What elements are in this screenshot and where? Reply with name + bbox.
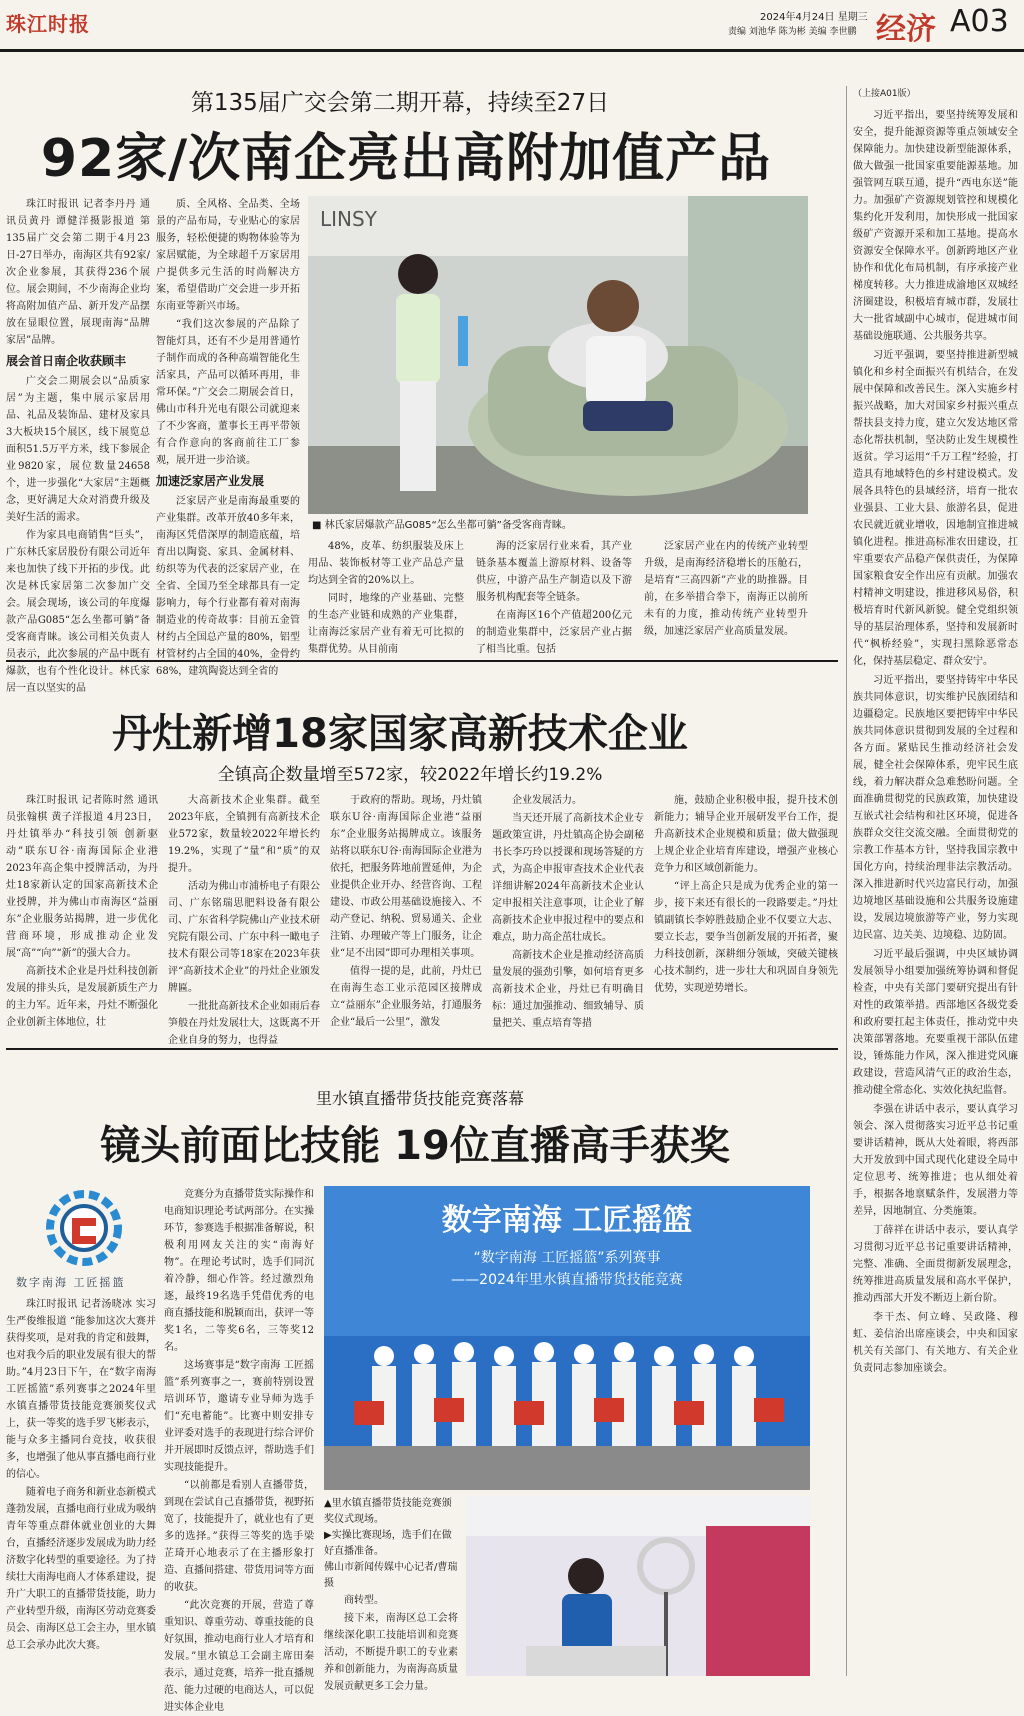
continued-article-column: [846, 86, 1018, 1676]
paragraph: “我们这次参展的产品除了智能灯具，还有不少是用普通竹子制作而成的各种高端智能化生活家具，产品可以循环再用，非常环保。”广交会二期展会首日，佛山市科升光电有限公司就迎来了不少客商，董事长王再平带领有合作意向的客商前往工厂参观，展开进一步洽谈。: [156, 319, 300, 466]
story3-headline: 镜头前面比技能 19位直播高手获奖: [100, 1123, 730, 1169]
paragraph: 高新技术企业是推动经济高质量发展的强劲引擎，如何培育更多高新技术企业，丹灶已有明确目标：通过加强推动、细致辅导、质量把关、重点培育等措: [492, 950, 644, 1029]
paragraph: 活动为佛山市浦桥电子有限公司、广东铭瑞思肥料设备有限公司、广东省科学院佛山产业技术研究院有限公司、广东中科一瞰电子技术有限公司等18家在2023年获评“高新技术企业”的丹灶企业颁发牌匾。: [168, 881, 320, 994]
story2-subhead: 全镇高企数量增至572家，较2022年增长约19.2%: [217, 765, 603, 785]
campaign-logo-text: 数字南海 工匠摇篮: [16, 1276, 126, 1289]
story1-column-4: [476, 538, 632, 655]
editors-line: 责编 刘池华 陈为彬 美编 李世鹏: [728, 27, 857, 37]
award-ceremony-illustration: [324, 1186, 810, 1490]
paragraph: 商转型。: [344, 1595, 384, 1606]
story3-column-2: [164, 1186, 314, 1713]
banner-title: 数字南海 工匠摇篮: [441, 1203, 693, 1238]
paragraph: 施，鼓励企业积极申报，提升技术创新能力；辅导企业开展研发平台工作，提升高新技术企业规模和质量；做大做强现上规企业企业培育库建设，增强产业核心竞争力和区域创新能力。: [654, 795, 838, 874]
story2-column-5: [654, 792, 838, 1032]
paragraph: 海的泛家居行业来看，其产业链条基本覆盖上游原材料、设备等供应，中游产品生产制造以及下游服务机构配套等全链条。: [476, 541, 632, 603]
paragraph: 珠江时报讯 记者李丹丹 通讯员黄丹 谭健洋摄影报道 第135届广交会第二期于4月23日-27日举办，南海区共有92家/次企业参展，其获得236个展位。展会期间，不少南海企业均将高附加值产品、新开发产品摆放在显眼位置，展现南海“品牌家居”品牌。: [6, 199, 150, 346]
story2-column-2: [168, 792, 320, 1046]
paragraph: 李干杰、何立峰、吴政隆、穆虹、姜信治出席座谈会，中央和国家机关有关部门、有关地方、有关企业负责同志参加座谈会。: [853, 1312, 1018, 1374]
caption-line: 佛山市新闻传媒中心记者/曹瑞 摄: [324, 1562, 458, 1589]
subheading: 展会首日南企收获顾丰: [6, 354, 127, 368]
jump-note: （上接A01版）: [853, 89, 916, 99]
paragraph: 习近平强调，要坚持推进新型城镇化和乡村全面振兴有机结合，在发展中保障和改善民生。深入实施乡村振兴战略，加大对国家乡村振兴重点帮扶县支持力度，建立欠发达地区常态化帮扶机制，坚决防止发生规模性返贫。学习运用“千万工程”经验，打造具有地域特色的乡村建设模式。发展各具特色的县域经济，培育一批农业强县、工业大县、旅游名县，促进农民就近就业增收，因地制宜推进城镇化进程。推进高标准农田建设，扛牢重要农产品稳产保供责任，为保障国家粮食安全作出应有贡献。加强农村精神文明建设，推进移风易俗，积极培育时代新风新貌。健全党组织领导的基层治理体系，坚持和发展新时代“枫桥经验”，实现扫黑除恶常态化，保持基层稳定、群众安宁。: [853, 350, 1018, 667]
story1-column-1: [6, 196, 150, 694]
paragraph: 同时，地缘的产业基础、完整的生态产业链和成熟的产业集群，让南海泛家居产业有着无可比拟的集群优势。从目前南: [308, 593, 464, 655]
paragraph: 于政府的帮助。现场，丹灶镇联东U谷·南海国际企业港“益丽东”企业服务站揭牌成立。该服务站将以联东U谷·南海国际企业港为依托，把服务阵地前置延伸，为企业提供企业开办、经营咨询、工程建设、市政公用基础设施接入、不动产登记、纳税、贸易通关、企业注销、办理破产等上门服务，让企业“足不出园”即可办理相关事项。: [330, 795, 482, 959]
story3-column-1: [6, 1296, 156, 1676]
paragraph: 企业发展活力。: [512, 795, 582, 806]
showroom-photo-illustration: [308, 196, 808, 514]
paragraph: 一批批高新技术企业如雨后春笋般在丹灶发展壮大，这既离不开企业自身的努力，也得益: [168, 1001, 320, 1046]
paragraph: 珠江时报讯 记者陈时然 通讯员张翰棋 黄子洋报道 4月23日，丹灶镇举办“科技引领 创新驱动”联东U谷·南海国际企业港2023年高企集中授牌活动，为丹灶18家新认定的国家高新技术企业授牌，并为佛山市南海区“益丽东”企业服务站揭牌，进一步优化营商环境，形成推动企业发展“高”“向”“新”的强大合力。: [6, 795, 158, 959]
paragraph: 李强在讲话中表示，要认真学习领会、深入贯彻落实习近平总书记重要讲话精神，既从大处着眼，将西部大开发放到中国式现代化建设全局中定位思考、统筹推进；也从细处着手，根据各地禀赋条件，发展潜力等差异，因地制宜、分类施策。: [853, 1104, 1018, 1217]
story2-column-3: [330, 792, 482, 1032]
paragraph: 广交会二期展会以“品质家居”为主题，集中展示家居用品、礼品及装饰品、建材及家具3大板块15个展区，线下展览总面积51.5万平方米，线下参展企业9820家，展位数量24658个，进一步强化“大家居”主题概念，更好满足大众对消费升级及美好生活的需求。: [6, 376, 150, 523]
paragraph: 习近平最后强调，中央区域协调发展领导小组要加强统筹协调和督促检查，中央有关部门要研究提出有针对性的政策举措。西部地区各级党委和政府要扛起主体责任，推动党中央决策部署落地。充要重视干部队伍建设，锤炼能力作风，深入推进党风廉政建设，营造风清气正的政治生态，推动健全常态化、实效化执纪监督。: [853, 949, 1018, 1096]
livestream-illustration: [466, 1496, 810, 1676]
paragraph: “以前都是看别人直播带货，到现在尝试自己直播带货，视野拓宽了，技能提升了，就业也有了更多的选择。”获得三等奖的选手梁芷琦开心地表示了在主播形象打造、直播间搭建、带货用词等方面的收获。: [164, 1480, 314, 1593]
story3-photo-caption: [324, 1496, 458, 1592]
paragraph: 随着电子商务和新业态新模式蓬勃发展，直播电商行业成为吸纳青年等重点群体就业创业的大舞台，直播经济逐步发展成为助力经济数字化转型的重要途径。为了持续壮大南海电商人才体系建设，提升广大职工的直播带货技能，助力产业转型升级，南海区劳动竞赛委员会、南海区总工会主办，里水镇总工会承办此次大赛。: [6, 1487, 156, 1651]
paragraph: 竞赛分为直播带货实际操作和电商知识理论考试两部分。在实操环节，参赛选手根据准备解说，积极利用网友关注的实“南海好物”。在理论考试时，选手们同沉着冷静，细心作答。经过激烈角逐，最终19名选手凭借优秀的电商直播技能和脱颖而出，获评一等奖1名，二等奖6名，三等奖12名。: [164, 1189, 314, 1353]
paragraph: 泛家居产业是南海最重要的产业集群。改革开放40多年来，南海区凭借深厚的制造底蕴，培育出以陶瓷、家具、金属材料、纺织等为代表的泛家居产业，在全省、全国乃至全球都具有一定影响力，每个行业都有着对南海制造业的传奇故事：目前五金管材约占全国总产量的80%，铝型材管材约占全国的40%，金骨约68%，建筑陶瓷达到全省的: [156, 496, 300, 677]
story1-headline: 92家/次南企亮出高附加值产品: [40, 129, 772, 189]
story2-column-1: [6, 792, 158, 1032]
story1-column-2: [156, 196, 300, 677]
subheading: 加速泛家居产业发展: [156, 474, 265, 488]
story1-photo-caption: ■ 林氏家居爆款产品G085“怎么坐都可躺”备受客商青睐。: [312, 520, 572, 531]
paper-name: 珠江时报: [6, 12, 90, 36]
paragraph: “评上高企只是成为优秀企业的第一步，接下来还有很长的一段路要走。”丹灶镇副镇长李婷胜鼓励企业不仅要立大志、要立长志，要争当创新发展的开拓者，聚力科技创新，深耕细分领域，突破关键核心技术制约，进一步壮大和巩固自身领先优势，实现逆势增长。: [654, 881, 838, 994]
story1-column-3: [308, 538, 464, 655]
gear-logo-icon: [32, 1186, 136, 1270]
paragraph: 高新技术企业是丹灶科技创新发展的排头兵，是发展新质生产力的主力军。近年来，丹灶不断强化企业创新主体地位，壮: [6, 966, 158, 1028]
masthead: [0, 0, 1024, 52]
paragraph: 值得一提的是，此前，丹灶已在南海生态工业示范园区接牌成立“益丽东”企业服务站，打通服务企业“最后一公里”，激发: [330, 966, 482, 1028]
brand-logo-text: LINSY: [320, 207, 377, 231]
section-divider: [6, 660, 838, 662]
story2-column-4: [492, 792, 644, 1032]
paragraph: 当天还开展了高新技术企业专题政策宣讲，丹灶镇高企协会副秘书长李巧玲以授课和现场答疑的方式，为高企申报审查技术企业代表详细讲解2024年高新技术企业认定申报相关注意事项，让企业了解高新技术企业申报过程中的要点和难点，助力高企茁壮成长。: [492, 813, 644, 943]
paragraph: 这场赛事是“数字南海 工匠摇篮”系列赛事之一，赛前特别设置培训环节，邀请专业导师为选手们“充电蓄能”。比赛中则安排专业评委对选手的表现进行综合评价并开展即时反馈点评，帮助选手们实现技能提升。: [164, 1360, 314, 1473]
story1-photo: [308, 196, 808, 514]
paragraph: 作为家具电商销售“巨头”，广东林氏家居股份有限公司近年来也加快了线下开拓的步伐。此次是林氏家居第二次参加广交会。展会现场，该公司的年度爆款产品G085“怎么坐都可躺”备受客商青睐。该公司相关负责人员表示，此次参展的产品中既有爆款，也有个性化设计。林氏家居一直以坚实的品: [6, 530, 150, 694]
paragraph: 接下来，南海区总工会将继续深化职工技能培训和竞赛活动，不断提升职工的专业素养和创新能力，为南海高质量发展贡献更多工会力量。: [324, 1613, 458, 1692]
story3-livestream-photo: [466, 1496, 810, 1676]
story1-column-5: [644, 538, 808, 650]
story1-kicker: 第135届广交会第二期开幕，持续至27日: [190, 90, 610, 116]
caption-line: ▲里水镇直播带货技能竞赛颁奖仪式现场。: [324, 1498, 452, 1525]
paragraph: 珠江时报讯 记者汤晓冰 实习生严俊维报道 “能参加这次大赛并获得奖项，是对我的肯定和鼓舞，也对我今后的职业发展有很大的帮助。”4月23日下午，在“数字南海 工匠摇篮”系列赛事之2024年里水镇直播带货技能竞赛颁奖仪式上，获一等奖的选手罗飞彬表示，能与众多主播同台竞技，收获很多，也增强了他从事直播电商行业的信心。: [6, 1299, 156, 1480]
section-divider: [6, 1048, 838, 1050]
story3-kicker: 里水镇直播带货技能竞赛落幕: [315, 1089, 524, 1108]
paragraph: 48%，皮革、纺织服装及床上用品、装饰板材等工业产品总产量均达到全省的20%以上。: [308, 541, 464, 586]
section-name: 经济: [876, 12, 936, 47]
paragraph: 习近平指出，要坚持统筹发展和安全，提升能源资源等重点领域安全保障能力。加快建设新型能源体系，做大做强一批国家重要能源基地。加强管网互联互通，提升“西电东送”能力。加强矿产资源规划管控和规模化集约化开发利用，加快形成一批国家级矿产资源开采和加工基地。提高水资源安全保障水平。创新跨地区产业协作和优化布局机制，有序承接产业梯度转移。大力推进成渝地区双城经济圈建设，积极培育城市群，发展壮大一批省域副中心城市，促进城市间基础设施联通、公共服务共享。: [853, 110, 1018, 342]
caption-line: ▶实操比赛现场，选手们在做好直播准备。: [324, 1530, 452, 1557]
paragraph: 泛家居产业在内的传统产业转型升级，是南海经济稳增长的压舱石，是培育“三高四新”产业的助推器。目前，在多举措合拳下，南海正以前所未有的力度，推动传统产业转型升级，加速泛家居产业高质量发展。: [644, 541, 808, 637]
paragraph: 在南海区16个产值超200亿元的制造业集群中，泛家居产业占据了相当比重。包括: [476, 610, 632, 655]
paragraph: 质、全风格、全品类、全场景的产品布局，专业贴心的家居服务，轻松便捷的购物体验等为家居赋能，为全球超千万家居用户提供多元生活的时尚解决方案，希望借助广交会进一步开拓东南亚等新兴市场。: [156, 199, 300, 312]
banner-line-1: “数字南海 工匠摇篮”系列赛事: [473, 1250, 661, 1266]
paragraph: “此次竞赛的开展，营造了尊重知识、尊重劳动、尊重技能的良好氛围，推动电商行业人才培育和发展。”里水镇总工会副主席田秦表示，通过竞赛，培养一批直播规范、能力过硬的电商达人，可以促进实体企业电: [164, 1600, 314, 1713]
paragraph: 大高新技术企业集群。截至2023年底，全镇拥有高新技术企业572家，数量较2022年增长约19.2%，实现了“量”和“质”的双提升。: [168, 795, 320, 874]
story3-award-photo: [324, 1186, 810, 1490]
story3-tail-column: [324, 1592, 458, 1692]
story2-headline: 丹灶新增18家国家高新技术企业: [112, 711, 688, 757]
banner-line-2: ——2024年里水镇直播带货技能竞赛: [451, 1272, 683, 1288]
paragraph: 习近平指出，要坚持铸牢中华民族共同体意识，切实维护民族团结和边疆稳定。民族地区要把铸牢中华民族共同体意识贯彻到发展的全过程和各方面。紧贴民生推动经济社会发展，健全社会保障体系，兜牢民生底线，着力解决群众急难愁盼问题。全面准确贯彻党的民族政策，加快建设互嵌式社会结构和社区环境，促进各族群众交往交流交融。全面贯彻党的宗教工作基本方针，坚持我国宗教中国化方向，持续治理非法宗教活动。深入推进新时代兴边富民行动，加强边境地区基础设施和公共服务设施建设，发展边境旅游等产业，努力实现边民富、边关美、边境稳、边防固。: [853, 675, 1018, 941]
paragraph: 丁薛祥在讲话中表示，要认真学习贯彻习近平总书记重要讲话精神，完整、准确、全面贯彻新发展理念，统筹推进高质量发展和高水平保护，推动西部大开发不断迈上新台阶。: [853, 1225, 1018, 1304]
page-number: A03: [950, 4, 1009, 39]
campaign-logo: [32, 1186, 136, 1270]
issue-date: 2024年4月24日 星期三: [760, 12, 868, 23]
